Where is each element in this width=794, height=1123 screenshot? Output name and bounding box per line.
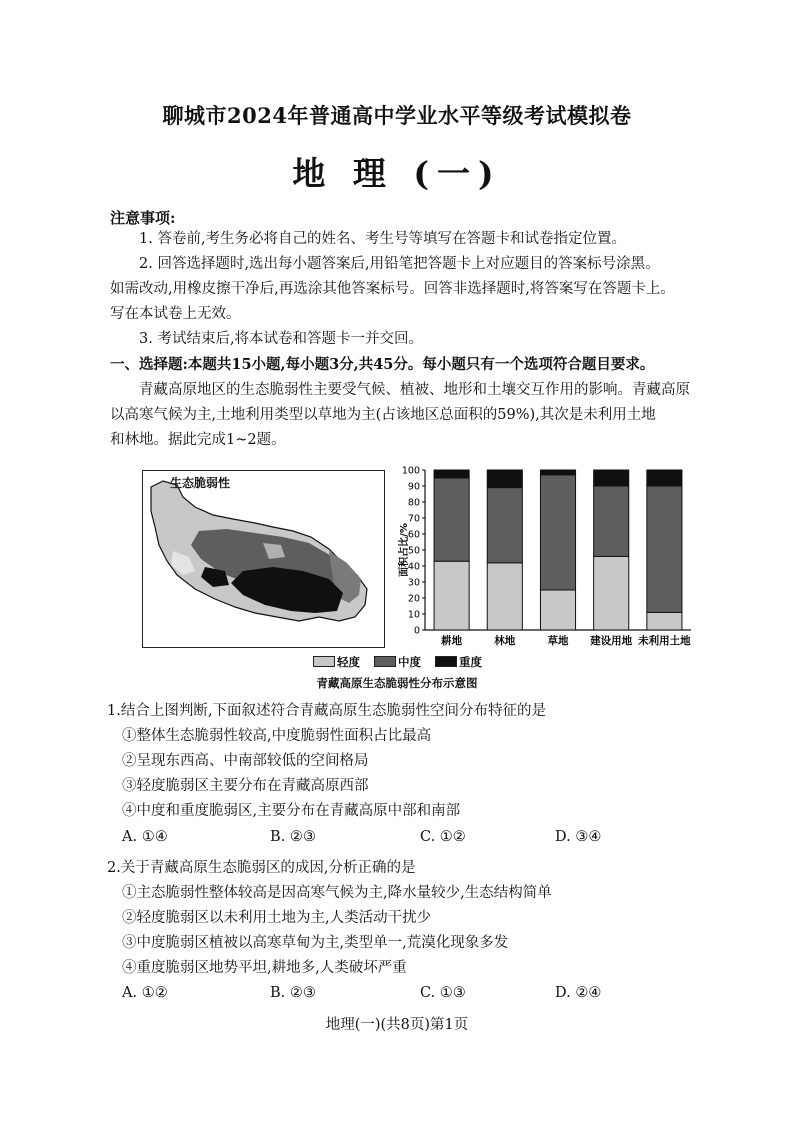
chart-legend — [313, 654, 492, 670]
bar-segment-重度-建设用地 — [594, 470, 629, 486]
answer-option-a[interactable]: A. ①④ — [122, 829, 168, 845]
x-category-label: 未利用土地 — [638, 635, 691, 647]
passage-line: 以高寒气候为主,土地利用类型以草地为主(占该地区总面积的59%),其次是未利用土地 — [110, 407, 656, 423]
answer-option-b[interactable]: B. ②③ — [270, 985, 316, 1001]
legend-item-severe: 重度 — [435, 654, 482, 670]
notice-item: 3. 考试结束后,将本试卷和答题卡一并交回。 — [139, 331, 424, 347]
y-tick-label: 30 — [407, 577, 420, 589]
answer-option-d[interactable]: D. ②④ — [555, 985, 602, 1001]
bar-segment-轻度-耕地 — [434, 561, 469, 630]
question-statement: ③轻度脆弱区主要分布在青藏高原西部 — [122, 778, 369, 794]
legend-swatch-severe — [435, 656, 457, 667]
question-statement: ②轻度脆弱区以未利用土地为主,人类活动干扰少 — [122, 910, 432, 926]
notice-item: 写在本试卷上无效。 — [110, 306, 241, 322]
x-category-label: 草地 — [547, 635, 569, 647]
answer-option-a[interactable]: A. ①② — [122, 985, 168, 1001]
y-tick-label: 100 — [401, 465, 420, 477]
y-tick-label: 10 — [407, 609, 420, 621]
legend-item-light: 轻度 — [313, 654, 360, 670]
notice-item: 2. 回答选择题时,选出每小题答案后,用铅笔把答题卡上对应题目的答案标号涂黑。 — [139, 256, 660, 272]
question-statement: ①整体生态脆弱性较高,中度脆弱性面积占比最高 — [122, 728, 432, 744]
x-category-label: 林地 — [494, 635, 516, 647]
bar-segment-轻度-建设用地 — [594, 556, 629, 630]
exam-title: 聊城市2024年普通高中学业水平等级考试模拟卷 — [162, 103, 632, 128]
x-category-label: 耕地 — [441, 635, 463, 647]
question-statement: ④重度脆弱区地势平坦,耕地多,人类破坏严重 — [122, 960, 407, 976]
bar-segment-中度-耕地 — [434, 478, 469, 561]
notice-heading: 注意事项: — [110, 209, 176, 227]
legend-swatch-moderate — [374, 656, 396, 667]
question-statement: ③中度脆弱区植被以高寒草甸为主,类型单一,荒漠化现象多发 — [122, 935, 509, 951]
answer-option-c[interactable]: C. ①② — [420, 829, 466, 845]
question-statement: ④中度和重度脆弱区,主要分布在青藏高原中部和南部 — [122, 803, 461, 819]
bar-segment-中度-建设用地 — [594, 486, 629, 556]
bar-segment-中度-林地 — [487, 488, 522, 563]
tibet-plateau-map — [143, 471, 384, 647]
bar-segment-重度-未利用土地 — [647, 470, 682, 486]
legend-swatch-light — [313, 656, 335, 667]
section-title: 一、选择题:本题共15小题,每小题3分,共45分。每小题只有一个选项符合题目要求。 — [110, 356, 655, 373]
question-statement: ①主态脆弱性整体较高是因高寒气候为主,降水量较少,生态结构简单 — [122, 885, 552, 901]
bar-segment-轻度-林地 — [487, 563, 522, 630]
legend-item-moderate: 中度 — [374, 654, 421, 670]
bar-segment-中度-未利用土地 — [647, 486, 682, 612]
page-footer: 地理(一)(共8页)第1页 — [325, 1017, 469, 1033]
question-stem: 2.关于青藏高原生态脆弱区的成因,分析正确的是 — [107, 860, 416, 876]
y-axis-label: 面积占比/% — [399, 523, 410, 577]
passage-line: 青藏高原地区的生态脆弱性主要受气候、植被、地形和土壤交互作用的影响。青藏高原 — [139, 382, 690, 398]
y-tick-label: 50 — [407, 545, 420, 557]
bar-segment-重度-林地 — [487, 470, 522, 488]
answer-option-c[interactable]: C. ①③ — [420, 985, 466, 1001]
notice-item: 如需改动,用橡皮擦干净后,再选涂其他答案标号。回答非选择题时,将答案写在答题卡上。 — [110, 281, 675, 297]
y-tick-label: 0 — [413, 625, 420, 637]
bar-segment-轻度-未利用土地 — [647, 612, 682, 630]
y-tick-label: 40 — [407, 561, 420, 573]
answer-option-b[interactable]: B. ②③ — [270, 829, 316, 845]
land-use-chart — [395, 457, 695, 653]
vulnerability-map — [142, 470, 385, 648]
bar-segment-重度-草地 — [540, 470, 575, 475]
y-tick-label: 90 — [407, 481, 420, 493]
y-tick-label: 70 — [407, 513, 420, 525]
y-tick-label: 80 — [407, 497, 420, 509]
passage-line: 和林地。据此完成1~2题。 — [110, 432, 286, 448]
figure-caption: 青藏高原生态脆弱性分布示意图 — [316, 676, 478, 690]
notice-item: 1. 答卷前,考生务必将自己的姓名、考生号等填写在答题卡和试卷指定位置。 — [139, 231, 627, 247]
bar-segment-轻度-草地 — [540, 590, 575, 630]
y-tick-label: 60 — [407, 529, 420, 541]
answer-option-d[interactable]: D. ③④ — [555, 829, 602, 845]
y-tick-label: 20 — [407, 593, 420, 605]
question-stem: 1.结合上图判断,下面叙述符合青藏高原生态脆弱性空间分布特征的是 — [107, 703, 546, 719]
question-statement: ②呈现东西高、中南部较低的空间格局 — [122, 753, 369, 769]
bar-segment-中度-草地 — [540, 475, 575, 590]
x-category-label: 建设用地 — [590, 635, 633, 647]
bar-segment-重度-耕地 — [434, 470, 469, 478]
subject-title: 地 理 (一) — [292, 154, 502, 193]
map-title: 生态脆弱性 — [170, 476, 231, 490]
